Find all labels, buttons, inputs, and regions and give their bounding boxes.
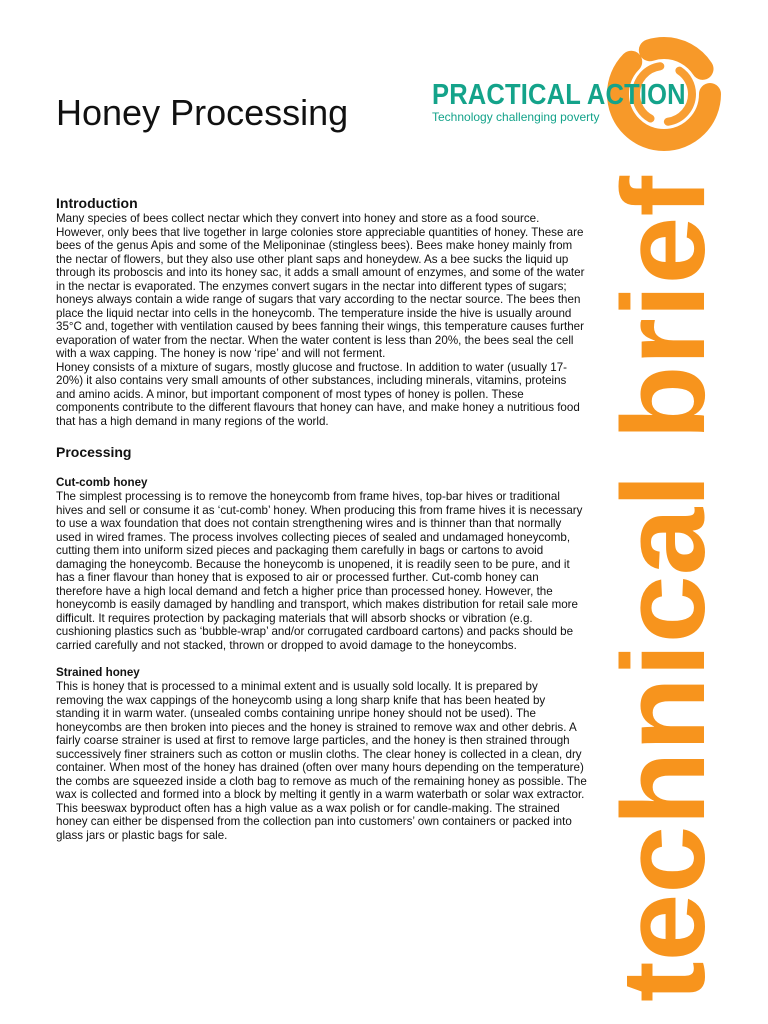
cut-comb-paragraph: The simplest processing is to remove the honeycomb from frame hives, top-bar hives or traditional hives and sell or consume it as ‘cut-comb’ honey. When producing this from frame hives it is necessary to use a wax foundation that does not contain strengthening wires and is thinner than that normally used in wired frames. The process involves collecting pieces of sealed and undamaged honeycomb, cutting them into uniform sized pieces and packaging them carefully in bags or cartons to avoid damaging the honeycomb. Because the honeycomb is unopened, it is readily seen to be pure, and it has a finer flavour than honey that is exposed to air or processed further. Cut-comb honey can therefore have a high local demand and fetch a higher price than processed honey. However, the honeycomb is easily damaged by handling and transport, which makes distribution for retail sale more difficult. It requires protection by packaging materials that will absorb shocks or vibration (e.g. cushioning plastics such as ‘bubble-wrap’ and/or corrugated cardboard cartons) and packs should be carried carefully and not stacked, thrown or dropped to avoid damage to the honeycombs.	[56, 490, 583, 652]
practical-action-logo	[432, 80, 712, 124]
technical-brief-text: technical brief	[598, 201, 730, 1002]
introduction-paragraph-2: Honey consists of a mixture of sugars, mostly glucose and fructose. In addition to water (usually 17-20%) it also contains very small amounts of other substances, including minerals, vitamins, proteins and amino acids. A minor, but important component of most types of honey is pollen. These components contribute to the different flavours that honey can have, and make honey a nutritious food that has a high demand in many regions of the world.	[56, 360, 580, 428]
strained-paragraph: This is honey that is processed to a minimal extent and is usually sold locally. It is prepared by removing the wax cappings of the honeycomb using a long sharp knife that has been heated by standing it in warm water. (unsealed combs containing unripe honey should not be used). The honeycombs are then broken into pieces and the honey is strained to remove wax and other debris. A fairly coarse strainer is used at first to remove large particles, and the honey is then strained through successively finer strainers such as cotton or muslin cloths. The clear honey is collected in a clean, dry container. When most of the honey has drained (often over many hours depending on the temperature) the combs are squeezed inside a cloth bag to remove as much of the remaining honey as possible. The wax is collected and formed into a block by melting it gently in a warm waterbath or solar wax extractor. This beeswax byproduct often has a high value as a wax polish or for candle-making. The strained honey can either be dispensed from the collection pan into customers’ own containers or packed into glass jars or plastic bags for sale.	[56, 680, 587, 842]
introduction-heading: Introduction	[56, 195, 138, 211]
technical-brief-label	[598, 172, 730, 1002]
strained-heading: Strained honey	[56, 666, 140, 679]
logo-name: PRACTICAL ACTION	[432, 79, 686, 111]
processing-heading: Processing	[56, 444, 132, 460]
introduction-paragraph-1: Many species of bees collect nectar which they convert into honey and store as a food source. However, only bees that live together in large colonies store appreciable quantities of honey. These are bees of the genus Apis and some of the Meliponinae (stingless bees). Bees make honey mainly from the nectar of flowers, but they also use other plant saps and honeydew. As a bee sucks the liquid up through its proboscis and into its honey sac, it adds a small amount of enzymes, and some of the water in the nectar is evaporated. The enzymes convert sugars in the nectar into different types of sugars; honeys always contain a wide range of sugars that vary according to the nectar source. The bees then place the liquid nectar into cells in the honeycomb. The temperature inside the hive is usually around 35°C and, together with ventilation caused by bees fanning their wings, this temperature causes further evaporation of water from the nectar. When the water content is less than 20%, the bees seal the cell with a wax capping. The honey is now ‘ripe’ and will not ferment.	[56, 212, 585, 360]
cut-comb-heading: Cut-comb honey	[56, 476, 148, 489]
logo-tagline: Technology challenging poverty	[432, 110, 600, 124]
page-title: Honey Processing	[56, 92, 349, 133]
document-body	[56, 195, 588, 842]
